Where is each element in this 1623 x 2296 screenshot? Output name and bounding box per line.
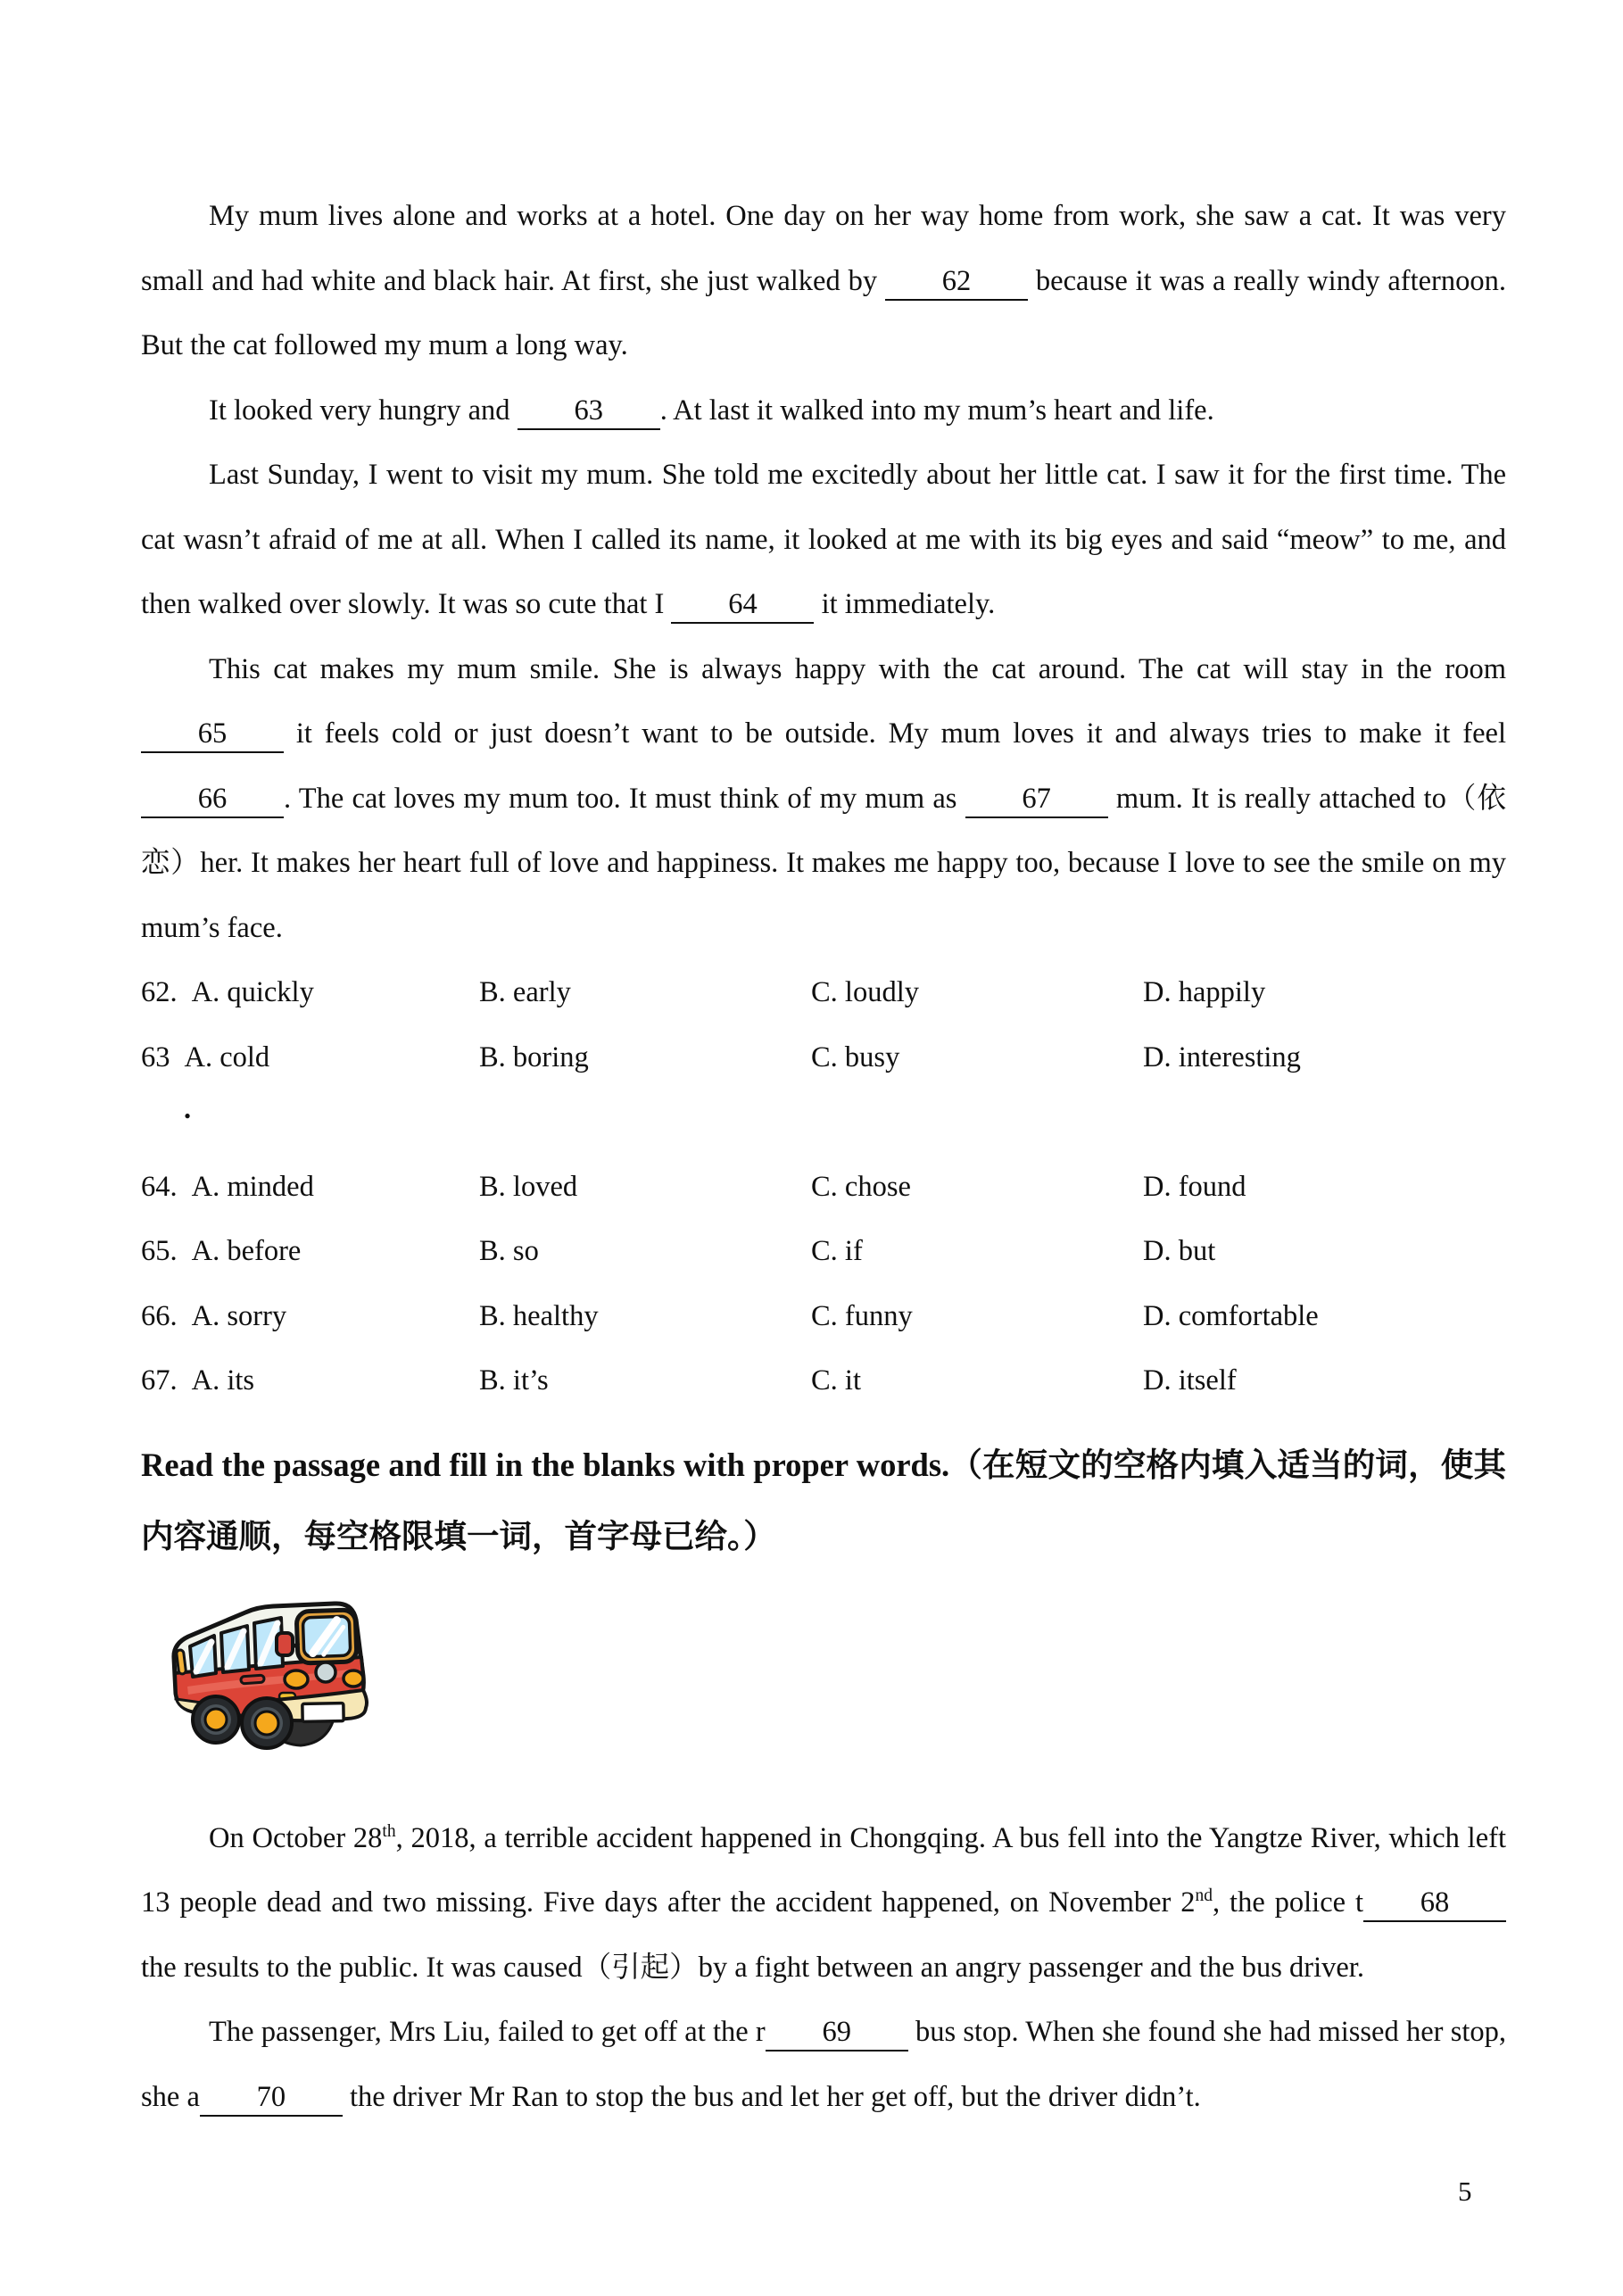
blank-number: 70 (254, 2081, 289, 2117)
option-choice: C. it (811, 1364, 861, 1397)
fill-in-section (141, 1806, 1506, 2130)
option-choice: B. it’s (479, 1364, 549, 1397)
answer-blank-63[interactable] (518, 393, 660, 430)
option-cell (811, 1284, 1143, 1349)
option-choice: C. funny (811, 1299, 913, 1332)
option-choice: B. boring (479, 1040, 589, 1073)
question-number: 62. (141, 976, 178, 1008)
passage-paragraph-2: The passenger, Mrs Liu, failed to get off at the r 69 bus stop. When she found she had missed her stop, she a 70 the driver Mr Ran to stop the bus and let her get off, but the driver didn’t. (141, 2000, 1506, 2129)
question-number: 67. (141, 1364, 178, 1397)
option-cell (479, 1155, 811, 1220)
option-cell (811, 1219, 1143, 1284)
option-cell (479, 1025, 811, 1090)
answer-blank-64[interactable] (671, 586, 814, 624)
option-cell (141, 1219, 479, 1284)
page-number: 5 (1458, 2176, 1472, 2207)
answer-blank-65[interactable] (141, 716, 284, 753)
option-choice: C. if (811, 1235, 863, 1267)
option-choice: A. quickly (191, 976, 314, 1008)
blank-number: 64 (725, 588, 760, 624)
question-number: 64. (141, 1170, 178, 1203)
option-row-66 (141, 1284, 1506, 1349)
option-choice: B. loved (479, 1170, 578, 1203)
cloze-paragraph-1: My mum lives alone and works at a hotel. One day on her way home from work, she saw a cat. It was very small and had white and black hair. At first, she just walked by 62 because it was a really windy afternoon. But the cat followed my mum a long way. (141, 200, 1506, 361)
section-heading: Read the passage and fill in the blanks with proper words.（在短文的空格内填入适当的词，使其内容通顺，每空格限填一词，首字母已给。） (141, 1446, 1506, 1554)
option-cell (479, 960, 811, 1025)
cloze-paragraph-3: Last Sunday, I went to visit my mum. She told me excitedly about her little cat. I saw it for the first time. The cat wasn’t afraid of me at all. When I called its name, it looked at me with its big eyes and said “meow” to me, and then walked over slowly. It was so cute that I 64 it immediately. (141, 443, 1506, 637)
option-cell (479, 1219, 811, 1284)
option-choice: D. found (1143, 1170, 1246, 1203)
option-row-62 (141, 960, 1506, 1025)
option-cell (1143, 1155, 1506, 1220)
passage-paragraph-1: On October 28th, 2018, a terrible accident happened in Chongqing. A bus fell into the Yangtze River, which left 13 people dead and two missing. Five days after the accident happened, on November 2nd, the police t 68 the results to the public. It was caused（引起）by a fight between an angry passenger and the bus driver. (141, 1821, 1506, 1984)
option-cell (141, 1155, 479, 1220)
option-cell (1143, 960, 1506, 1025)
bus-illustration (162, 1587, 385, 1776)
option-choice: D. but (1143, 1235, 1216, 1267)
ordinal-suffix: nd (1195, 1886, 1213, 1906)
option-cell (1143, 1219, 1506, 1284)
ordinal-suffix: th (382, 1821, 396, 1841)
question-number: 66. (141, 1299, 178, 1332)
answer-blank-69[interactable] (766, 2014, 908, 2051)
answer-blank-68[interactable] (1363, 1885, 1506, 1922)
blank-number: 62 (940, 265, 974, 301)
option-choice: A. minded (191, 1170, 314, 1203)
option-row-65 (141, 1219, 1506, 1284)
option-cell (811, 960, 1143, 1025)
question-number: 63 (141, 1040, 170, 1073)
stray-period: . (184, 1093, 192, 1125)
option-choice: D. interesting (1143, 1040, 1301, 1073)
answer-blank-67[interactable] (965, 781, 1108, 818)
answer-blank-70[interactable] (200, 2079, 343, 2117)
option-cell (1143, 1025, 1506, 1090)
option-choice: D. happily (1143, 976, 1266, 1008)
question-number: 65. (141, 1235, 178, 1267)
option-row-64 (141, 1155, 1506, 1220)
option-choice: A. sorry (191, 1299, 287, 1332)
page-content (141, 184, 1506, 2129)
option-choice: B. healthy (479, 1299, 599, 1332)
option-cell (479, 1284, 811, 1349)
option-cell (479, 1348, 811, 1413)
cartoon-bus-icon (162, 1587, 385, 1776)
answer-blank-66[interactable] (141, 781, 284, 818)
option-choice: B. early (479, 976, 571, 1008)
cloze-paragraph-4: This cat makes my mum smile. She is always happy with the cat around. The cat will stay in the room 65 it feels cold or just doesn’t want to be outside. My mum loves it and always tries to make it feel 66 . The cat loves my mum too. It must think of my mum as 67 mum. It is really attached to（依恋）her. It makes her heart full of love and happiness. It makes me happy too, because I love to see the smile on my mum’s face. (141, 652, 1506, 944)
option-choice: D. itself (1143, 1364, 1237, 1397)
option-cell (141, 1284, 479, 1349)
option-choice: A. before (191, 1235, 302, 1267)
answer-blank-62[interactable] (885, 263, 1028, 301)
option-cell (811, 1025, 1143, 1090)
blank-number: 68 (1418, 1886, 1453, 1922)
option-choice: C. chose (811, 1170, 911, 1203)
blank-number: 67 (1019, 783, 1054, 818)
option-choice: A. its (191, 1364, 255, 1397)
option-cell (1143, 1348, 1506, 1413)
option-choice: C. busy (811, 1040, 900, 1073)
cloze-options (141, 960, 1506, 1413)
option-cell (141, 1025, 479, 1090)
option-cell (811, 1155, 1143, 1220)
option-row-63 (141, 1025, 1506, 1090)
option-choice: A. cold (184, 1040, 270, 1073)
blank-number: 69 (819, 2016, 854, 2051)
option-choice: D. comfortable (1143, 1299, 1319, 1332)
option-choice: B. so (479, 1235, 539, 1267)
option-row-67 (141, 1348, 1506, 1413)
option-choice: C. loudly (811, 976, 919, 1008)
option-cell (141, 1348, 479, 1413)
blank-number: 65 (195, 717, 230, 753)
option-cell (811, 1348, 1143, 1413)
option-cell (1143, 1284, 1506, 1349)
cloze-paragraph-2: It looked very hungry and 63 . At last it walked into my mum’s heart and life. (141, 378, 1506, 443)
cloze-section (141, 184, 1506, 1413)
blank-number: 66 (195, 783, 230, 818)
blank-number: 63 (571, 394, 606, 430)
option-cell (141, 960, 479, 1025)
